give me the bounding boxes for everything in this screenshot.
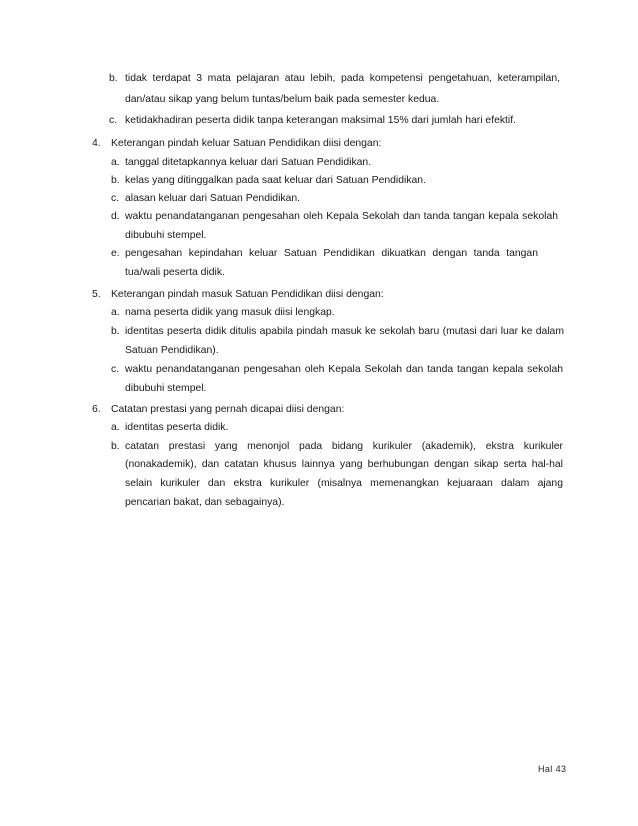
list-item-text: dibubuhi stempel.	[125, 230, 207, 241]
section-number: 5.	[92, 289, 101, 300]
list-item-text: alasan keluar dari Satuan Pendidikan.	[125, 193, 301, 204]
list-item-text: tua/wali peserta didik.	[125, 267, 225, 278]
list-marker: b.	[111, 175, 120, 186]
list-item-text: catatan prestasi yang menonjol pada bidang kurikuler (akademik), ekstra kurikuler	[125, 441, 563, 452]
list-item-text: nama peserta didik yang masuk diisi lengkap.	[125, 307, 335, 318]
list-marker: b.	[111, 441, 120, 452]
list-item-text: tidak terdapat 3 mata pelajaran atau lebih, pada kompetensi pengetahuan, keterampilan,	[125, 73, 560, 84]
list-item-text: identitas peserta didik ditulis apabila pindah masuk ke sekolah baru (mutasi dari luar ke dalam	[125, 326, 564, 337]
list-item-text: identitas peserta didik.	[125, 422, 229, 433]
list-marker: e.	[111, 248, 120, 259]
section-heading: Catatan prestasi yang pernah dicapai diisi dengan:	[111, 404, 345, 415]
list-marker: c.	[111, 193, 120, 204]
section-number: 6.	[92, 404, 101, 415]
list-marker: a.	[111, 422, 120, 433]
list-item-text: ketidakhadiran peserta didik tanpa keterangan maksimal 15% dari jumlah hari efektif.	[125, 115, 517, 126]
list-item-text: pencarian bakat, dan sebagainya).	[125, 497, 285, 508]
list-item-text: tanggal ditetapkannya keluar dari Satuan Pendidikan.	[125, 157, 372, 168]
list-item-text: selain kurikuler dan ekstra kurikuler (misalnya memenangkan kejuaraan dalam ajang	[125, 478, 563, 489]
list-item-text: (nonakademik), dan catatan khusus lainnya yang berhubungan dengan sikap serta hal-hal	[125, 459, 563, 470]
list-item-text: waktu penandatanganan pengesahan oleh Kepala Sekolah dan tanda tangan kepala sekolah	[125, 364, 563, 375]
list-item-text: dibubuhi stempel.	[125, 383, 207, 394]
section-heading: Keterangan pindah keluar Satuan Pendidikan diisi dengan:	[111, 138, 382, 149]
list-item-text: waktu penandatanganan pengesahan oleh Kepala Sekolah dan tanda tangan kepala sekolah	[125, 211, 558, 222]
list-item-text: pengesahan kepindahan keluar Satuan Pendidikan dikuatkan dengan tanda tangan	[125, 248, 538, 259]
list-marker: a.	[111, 307, 120, 318]
list-marker: c.	[111, 364, 120, 375]
section-heading: Keterangan pindah masuk Satuan Pendidikan diisi dengan:	[111, 289, 384, 300]
list-marker: b.	[111, 326, 120, 337]
page-number: Hal 43	[538, 764, 567, 774]
list-marker: b.	[109, 73, 118, 84]
list-marker: a.	[111, 157, 120, 168]
list-item-text: dan/atau sikap yang belum tuntas/belum baik pada semester kedua.	[125, 94, 440, 105]
list-item-text: kelas yang ditinggalkan pada saat keluar dari Satuan Pendidikan.	[125, 175, 426, 186]
section-number: 4.	[92, 138, 101, 149]
list-marker: d.	[111, 211, 120, 222]
list-item-text: Satuan Pendidikan).	[125, 345, 219, 356]
list-marker: c.	[109, 115, 118, 126]
